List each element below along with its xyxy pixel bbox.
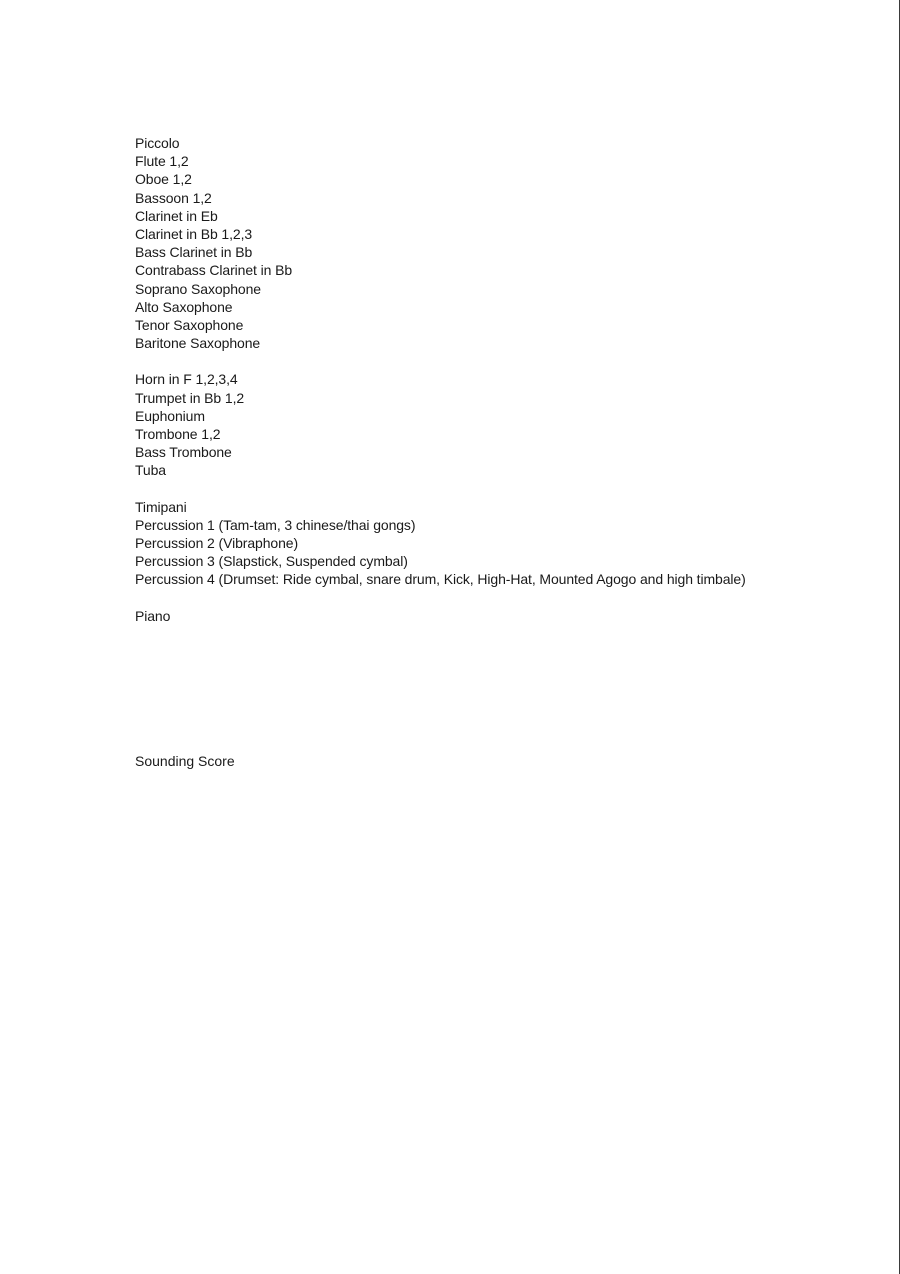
instrument-line: Piccolo bbox=[135, 135, 180, 151]
instrument-line: Alto Saxophone bbox=[135, 298, 233, 315]
instrument-line: Trombone 1,2 bbox=[135, 426, 221, 443]
instrument-line: Tenor Saxophone bbox=[135, 317, 244, 334]
instrument-line: Bass Trombone bbox=[135, 444, 232, 461]
instrument-line: Soprano Saxophone bbox=[135, 280, 261, 297]
instrument-line: Bassoon 1,2 bbox=[135, 189, 212, 206]
instrument-line: Piano bbox=[135, 607, 171, 624]
instrument-line: Trumpet in Bb 1,2 bbox=[135, 389, 245, 406]
instrument-line: Tuba bbox=[135, 462, 166, 479]
keyboard-section bbox=[135, 607, 775, 625]
instrument-line: Horn in F 1,2,3,4 bbox=[135, 371, 238, 388]
woodwinds-section bbox=[135, 134, 775, 352]
instrument-line: Percussion 3 (Slapstick, Suspended cymbal) bbox=[135, 553, 408, 570]
instrumentation-list bbox=[135, 134, 775, 643]
instrument-line: Percussion 4 (Drumset: Ride cymbal, snare drum, Kick, High-Hat, Mounted Agogo and high timbale) bbox=[135, 571, 746, 588]
instrument-line: Oboe 1,2 bbox=[135, 171, 192, 188]
instrument-line: Clarinet in Eb bbox=[135, 207, 218, 224]
instrument-line: Flute 1,2 bbox=[135, 153, 189, 170]
instrument-line: Percussion 1 (Tam-tam, 3 chinese/thai gongs) bbox=[135, 516, 416, 533]
brass-section bbox=[135, 370, 775, 479]
percussion-section bbox=[135, 498, 775, 589]
instrument-line: Baritone Saxophone bbox=[135, 335, 261, 352]
score-type-note: Sounding Score bbox=[135, 753, 235, 769]
instrument-line: Percussion 2 (Vibraphone) bbox=[135, 535, 299, 552]
instrument-line: Clarinet in Bb 1,2,3 bbox=[135, 226, 253, 243]
instrument-line: Bass Clarinet in Bb bbox=[135, 244, 253, 261]
instrument-line: Euphonium bbox=[135, 407, 205, 424]
instrument-line: Contrabass Clarinet in Bb bbox=[135, 262, 293, 279]
instrument-line: Timipani bbox=[135, 498, 187, 515]
